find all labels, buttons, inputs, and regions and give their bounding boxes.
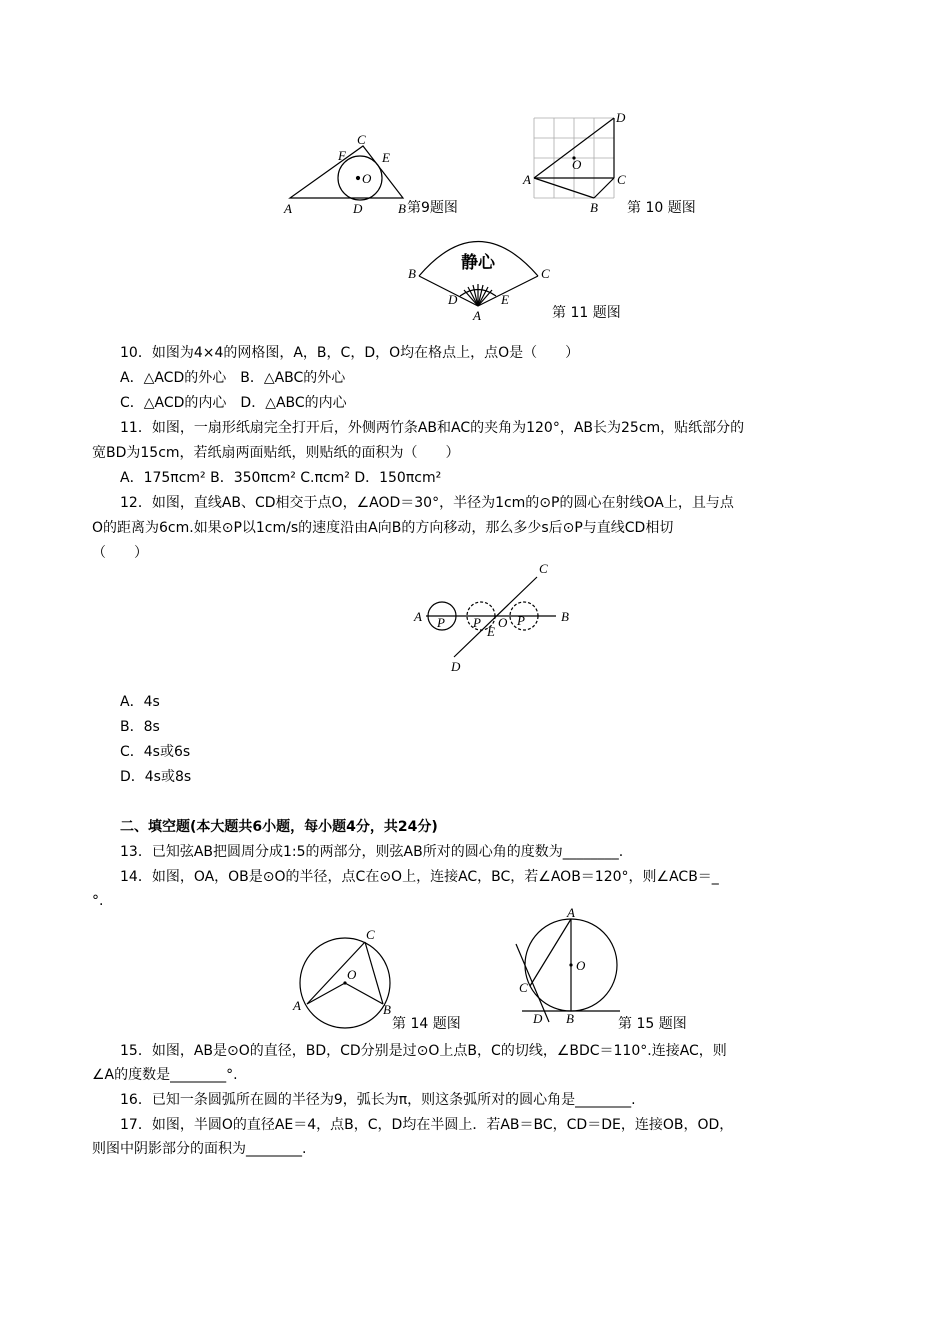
fig12-label-o: O bbox=[498, 615, 508, 630]
q13-text: 13．已知弦AB把圆周分成1:5的两部分，则弦AB所对的圆心角的度数为________. bbox=[120, 844, 624, 860]
figure-15 bbox=[516, 919, 620, 1022]
fig15-label-b: B bbox=[566, 1011, 574, 1026]
fig12-label-d: D bbox=[451, 659, 461, 674]
q10-options-1: A．△ACD的外心 B．△ABC的外心 bbox=[120, 370, 346, 386]
q11-stem-line2: 宽BD为15cm，若纸扇两面贴纸，则贴纸的面积为（ ） bbox=[92, 445, 460, 461]
fig12-label-a: A bbox=[414, 609, 422, 624]
fig15-label-a: A bbox=[567, 905, 575, 920]
fig11-caption: 第 11 题图 bbox=[552, 305, 621, 321]
q12-option-d: D．4s或8s bbox=[120, 769, 192, 785]
fig15-center bbox=[569, 963, 572, 966]
segment-bc bbox=[594, 178, 614, 198]
q16-text: 16．已知一条圆弧所在圆的半径为9，弧长为π，则这条弧所对的圆心角是________. bbox=[120, 1092, 636, 1108]
fig9-label-a: A bbox=[284, 201, 292, 216]
fig9-label-b: B bbox=[398, 201, 406, 216]
fig10-label-c: C bbox=[617, 172, 626, 187]
q12-stem-line1: 12．如图，直线AB、CD相交于点O，∠AOD＝30°，半径为1cm的⊙P的圆心在射线OA上，且与点 bbox=[120, 495, 734, 511]
fig10-label-o: O bbox=[572, 157, 582, 172]
fig14-label-c: C bbox=[366, 927, 375, 942]
q12-option-c: C．4s或6s bbox=[120, 744, 191, 760]
q12-stem-line3: （ ） bbox=[92, 545, 148, 561]
fig15-caption: 第 15 题图 bbox=[618, 1016, 687, 1032]
q10-options-2: C．△ACD的内心 D．△ABC的内心 bbox=[120, 395, 347, 411]
q14-text-line1: 14．如图，OA，OB是⊙O的半径，点C在⊙O上，连接AC，BC，若∠AOB＝120°，则∠ACB＝_ bbox=[120, 869, 719, 885]
fig10-caption: 第 10 题图 bbox=[627, 200, 696, 216]
fig10-label-a: A bbox=[523, 172, 531, 187]
fig12-label-c: C bbox=[539, 561, 548, 576]
figure-12 bbox=[426, 577, 556, 657]
fig12-label-b: B bbox=[561, 609, 569, 624]
section-2-title: 二、填空题(本大题共6小题，每小题4分，共24分) bbox=[120, 819, 438, 835]
fig12-label-p3: P bbox=[517, 613, 525, 628]
q12-option-a: A．4s bbox=[120, 694, 160, 710]
q14-text-line2: °. bbox=[92, 893, 104, 909]
q15-text-line2: ∠A的度数是________°. bbox=[92, 1067, 238, 1083]
fig14-label-o: O bbox=[347, 967, 357, 982]
fig10-label-d: D bbox=[616, 110, 626, 125]
center-dot bbox=[357, 177, 360, 180]
q17-text-line2: 则图中阴影部分的面积为________. bbox=[92, 1141, 307, 1157]
fig9-label-f: F bbox=[338, 148, 346, 163]
q17-text-line1: 17．如图，半圆O的直径AE＝4，点B，C，D均在半圆上．若AB＝BC，CD＝DE，连接OB，OD， bbox=[120, 1117, 734, 1133]
q12-option-b: B．8s bbox=[120, 719, 160, 735]
fig14-caption: 第 14 题图 bbox=[392, 1016, 461, 1032]
q11-options: A．175πcm² B．350πcm² C.πcm² D．150πcm² bbox=[120, 470, 442, 486]
fig12-label-p1: P bbox=[437, 615, 445, 630]
chord-bc bbox=[365, 942, 383, 1004]
fig11-label-a: A bbox=[473, 308, 481, 323]
fig14-label-a: A bbox=[293, 998, 301, 1013]
fig11-label-c: C bbox=[541, 266, 550, 281]
q10-stem: 10．如图为4×4的网格图，A，B，C，D，O均在格点上，点O是（ ） bbox=[120, 345, 580, 361]
figure-11 bbox=[419, 242, 538, 307]
fig9-label-e: E bbox=[382, 150, 390, 165]
fig15-label-c: C bbox=[519, 980, 528, 995]
fig9-caption: 第9题图 bbox=[407, 200, 458, 216]
fan-text: 静心 bbox=[461, 253, 495, 273]
fig15-label-d: D bbox=[533, 1011, 543, 1026]
q11-stem-line1: 11．如图，一扇形纸扇完全打开后，外侧两竹条AB和AC的夹角为120°，AB长为25cm，贴纸部分的 bbox=[120, 420, 745, 436]
fig9-label-c: C bbox=[357, 132, 366, 147]
fig10-label-b: B bbox=[590, 200, 598, 215]
radius-oa bbox=[307, 983, 345, 1004]
segment-ab bbox=[534, 178, 594, 198]
fig11-label-d: D bbox=[448, 292, 458, 307]
fig12-label-e: E bbox=[487, 624, 495, 639]
q12-stem-line2: O的距离为6cm.如果⊙P以1cm/s的速度沿由A向B的方向移动，那么多少s后⊙P与直线CD相切 bbox=[92, 520, 674, 536]
fig15-label-o: O bbox=[576, 958, 586, 973]
fig11-label-b: B bbox=[408, 266, 416, 281]
fig12-label-p2: P bbox=[473, 615, 481, 630]
fig11-label-e: E bbox=[501, 292, 509, 307]
q15-text-line1: 15．如图，AB是⊙O的直径，BD，CD分别是过⊙O上点B，C的切线，∠BDC＝110°.连接AC，则 bbox=[120, 1043, 727, 1059]
chord-ac bbox=[530, 919, 571, 986]
fig9-label-o: O bbox=[362, 171, 372, 186]
fig14-label-b: B bbox=[383, 1002, 391, 1017]
fig9-label-d: D bbox=[353, 201, 363, 216]
